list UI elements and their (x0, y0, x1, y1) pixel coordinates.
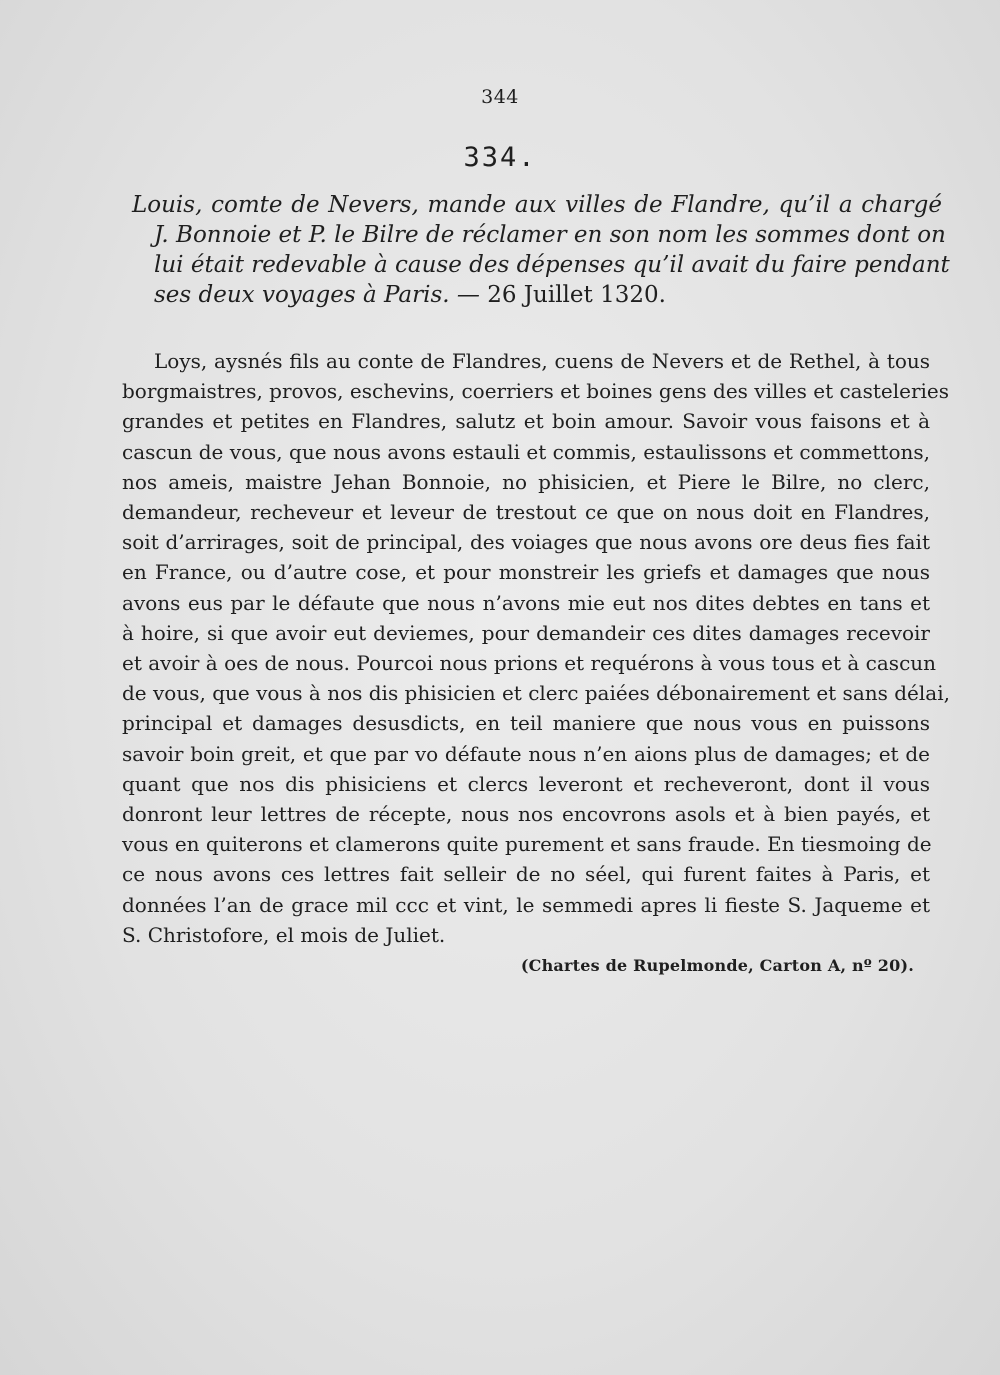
body-line: de vous, que vous à nos dis phisicien et clerc paiées débonairement et sans délai, (122, 681, 950, 706)
body-line: grandes et petites en Flandres, salutz et boin amour. Savoir vous faisons et à (122, 409, 930, 434)
body-line: soit d’arrirages, soit de principal, des voiages que nous avons ore deus fies fait (122, 530, 930, 555)
summary-line: ses deux voyages à Paris. — (154, 282, 480, 308)
summary-line: lui était redevable à cause des dépenses qu’il avait du faire pendant (154, 252, 950, 278)
body-line: savoir boin greit, et que par vo défaute nous n’en aions plus de damages; et de (122, 741, 930, 766)
document-date: 26 Juillet 1320. (487, 282, 666, 308)
body-line: données l’an de grace mil ccc et vint, le semmedi apres li fieste S. Jaqueme et (122, 892, 930, 917)
body-line: vous en quiterons et clamerons quite purement et sans fraude. En tiesmoing de (122, 832, 932, 857)
body-line: principal et damages desusdicts, en teil maniere que nous vous en puissons (122, 711, 930, 736)
body-line: Loys, aysnés fils au conte de Flandres, cuens de Nevers et de Rethel, à tous (154, 349, 930, 373)
summary-line: Louis, comte de Nevers, mande aux villes de Flandre, qu’il a chargé (132, 192, 942, 218)
body-line: à hoire, si que avoir eut deviemes, pour demandeir ces dites damages recevoir (122, 620, 930, 645)
body-line: borgmaistres, provos, eschevins, coerriers et boines gens des villes et casteleries (122, 379, 950, 404)
body-line: donront leur lettres de récepte, nous nos encovrons asols et à bien payés, et (122, 802, 930, 827)
charter-text (122, 346, 950, 950)
document-number: 334. (463, 142, 537, 173)
body-line: ce nous avons ces lettres fait selleir de no séel, qui furent faites à Paris, et (122, 862, 930, 887)
body-line: S. Christofore, el mois de Juliet. (122, 922, 446, 947)
document-summary (132, 190, 950, 310)
source-citation: (Chartes de Rupelmonde, Carton A, nº 20). (520, 956, 914, 975)
body-line: demandeur, recheveur et leveur de trestout ce que on nous doit en Flandres, (122, 500, 930, 525)
summary-line: J. Bonnoie et P. le Bilre de réclamer en son nom les sommes dont on (154, 222, 946, 248)
summary-last-line (132, 280, 942, 310)
body-line: quant que nos dis phisiciens et clercs leveront et recheveront, dont il vous (122, 771, 930, 796)
body-line: en France, ou d’autre cose, et pour monstreir les griefs et damages que nous (122, 560, 930, 585)
body-line: avons eus par le défaute que nous n’avons mie eut nos dites debtes en tans et (122, 590, 930, 615)
body-line: nos ameis, maistre Jehan Bonnoie, no phisicien, et Piere le Bilre, no clerc, (122, 469, 930, 494)
page-number: 344 (481, 86, 519, 108)
body-line: cascun de vous, que nous avons estauli et commis, estaulissons et commettons, (122, 439, 930, 464)
body-line: et avoir à oes de nous. Pourcoi nous prions et requérons à vous tous et à cascun (122, 651, 937, 676)
